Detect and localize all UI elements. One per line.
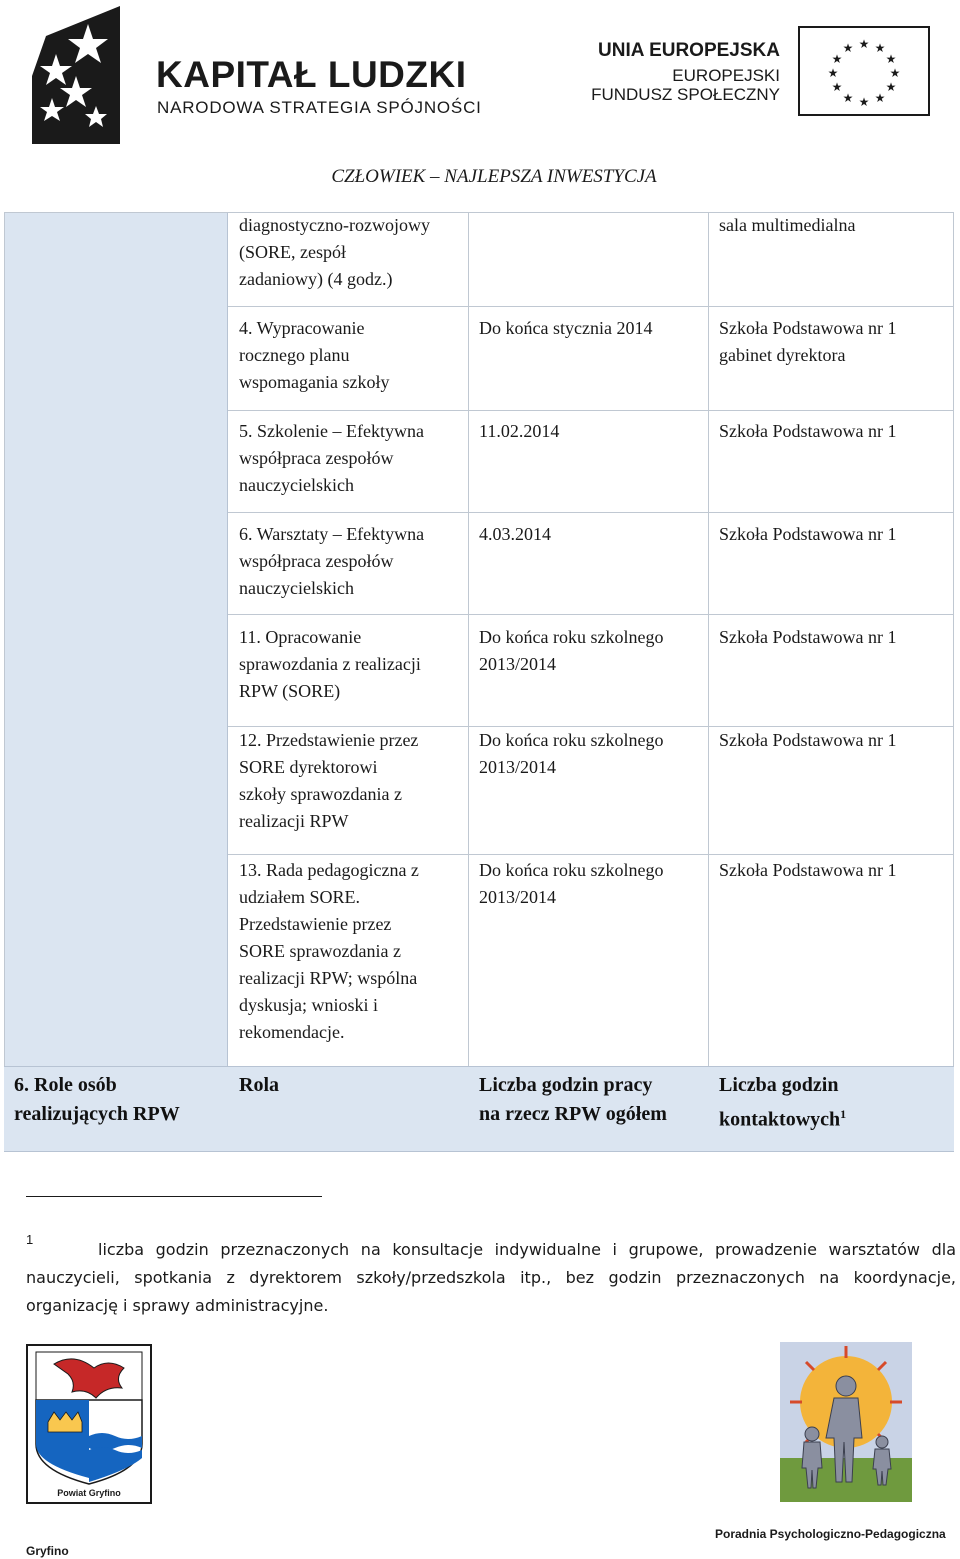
svg-text:★: ★ xyxy=(842,41,854,55)
table-row-place: Szkoła Podstawowa nr 1 xyxy=(719,860,897,880)
table-row-date: Do końca stycznia 2014 xyxy=(479,318,653,338)
row-divider xyxy=(228,410,954,411)
hours-contact-label: Liczba godzin kontaktowych xyxy=(719,1074,841,1131)
svg-text:★: ★ xyxy=(858,95,870,109)
svg-text:★: ★ xyxy=(858,37,870,51)
powiat-gryfino-crest-icon xyxy=(26,1344,152,1504)
svg-text:★: ★ xyxy=(842,91,854,105)
row-divider xyxy=(228,614,954,615)
column-divider xyxy=(468,212,469,1150)
row-divider xyxy=(228,854,954,855)
eu-logo-block xyxy=(591,26,930,121)
table-row-activity: 4. Wypracowanie rocznego planu wspomagania szkoły xyxy=(239,318,390,392)
poradnia-label: Poradnia Psychologiczno-Pedagogiczna xyxy=(715,1527,946,1541)
eu-fund-line2: FUNDUSZ SPOŁECZNY xyxy=(591,85,780,104)
kapital-ludzki-stars-icon xyxy=(26,6,120,144)
table-row-place: sala multimedialna xyxy=(719,215,856,235)
footnote-text: liczba godzin przeznaczonych na konsultacje indywidualne i grupowe, prowadzenie warsztatów dla nauczycieli, spotkania z dyrektorem szkoły/przedszkola itp., bez godzin przeznaczonych na koordynacje, organizację i sprawy administracyjne. xyxy=(26,1240,956,1315)
footnote-mark: 1 xyxy=(26,1232,34,1247)
row-divider xyxy=(228,512,954,513)
roles-header-row xyxy=(4,1066,954,1152)
svg-text:★: ★ xyxy=(889,66,901,80)
eu-flag-icon xyxy=(798,26,930,116)
table-row-date: Do końca roku szkolnego 2013/2014 xyxy=(479,730,664,777)
table-row-date: 11.02.2014 xyxy=(479,421,560,441)
row-divider xyxy=(228,306,954,307)
table-row-date: Do końca roku szkolnego 2013/2014 xyxy=(479,860,664,907)
footnote-separator xyxy=(26,1196,322,1197)
poradnia-family-logo-icon xyxy=(780,1342,912,1502)
crest-caption: Powiat Gryfino xyxy=(57,1488,121,1498)
roles-col-hours-total: Liczba godzin pracy na rzecz RPW ogółem xyxy=(479,1074,667,1125)
svg-text:★: ★ xyxy=(885,52,897,66)
table-row-activity: 11. Opracowanie sprawozdania z realizacji RPW (SORE) xyxy=(239,627,421,701)
table-row-activity: 13. Rada pedagogiczna z udziałem SORE. Przedstawienie przez SORE sprawozdania z realizacji RPW; wspólna dyskusja; wnioski i rekomendacje. xyxy=(239,860,419,1042)
svg-text:★: ★ xyxy=(831,80,843,94)
table-side-column xyxy=(4,212,228,1066)
table-row-place: Szkoła Podstawowa nr 1 xyxy=(719,730,897,750)
svg-text:★: ★ xyxy=(827,66,839,80)
svg-text:★: ★ xyxy=(831,52,843,66)
table-row-place: Szkoła Podstawowa nr 1 gabinet dyrektora xyxy=(719,318,897,365)
plan-table xyxy=(0,212,954,1150)
table-row-activity: 5. Szkolenie – Efektywna współpraca zespołów nauczycielskich xyxy=(239,421,424,495)
eu-title: UNIA EUROPEJSKA xyxy=(598,40,780,61)
table-row-activity: 12. Przedstawienie przez SORE dyrektorowi szkoły sprawozdania z realizacji RPW xyxy=(239,730,419,831)
footnote-ref[interactable]: 1 xyxy=(840,1107,847,1121)
table-row-date: 4.03.2014 xyxy=(479,524,551,544)
roles-col-role: Rola xyxy=(239,1074,279,1096)
table-row-activity: 6. Warsztaty – Efektywna współpraca zespołów nauczycielskich xyxy=(239,524,425,598)
gryfino-label: Gryfino xyxy=(26,1544,69,1558)
kapital-ludzki-logo xyxy=(26,6,482,146)
kapital-ludzki-title: KAPITAŁ LUDZKI xyxy=(156,54,467,95)
eu-fund-line1: EUROPEJSKI xyxy=(672,66,780,85)
svg-text:★: ★ xyxy=(885,80,897,94)
table-row-place: Szkoła Podstawowa nr 1 xyxy=(719,627,897,647)
motto: CZŁOWIEK – NAJLEPSZA INWESTYCJA xyxy=(331,166,657,187)
kapital-ludzki-subtitle: NARODOWA STRATEGIA SPÓJNOŚCI xyxy=(157,98,482,117)
table-row-place: Szkoła Podstawowa nr 1 xyxy=(719,421,897,441)
svg-text:★: ★ xyxy=(874,41,886,55)
table-row-activity: diagnostyczno-rozwojowy (SORE, zespół zadaniowy) (4 godz.) xyxy=(239,215,430,289)
roles-section-title: 6. Role osób realizujących RPW xyxy=(14,1074,180,1125)
roles-col-hours-contact xyxy=(719,1067,949,1135)
svg-text:★: ★ xyxy=(874,91,886,105)
table-row-place: Szkoła Podstawowa nr 1 xyxy=(719,524,897,544)
table-row-date: Do końca roku szkolnego 2013/2014 xyxy=(479,627,664,674)
table-left-border xyxy=(4,212,5,1150)
